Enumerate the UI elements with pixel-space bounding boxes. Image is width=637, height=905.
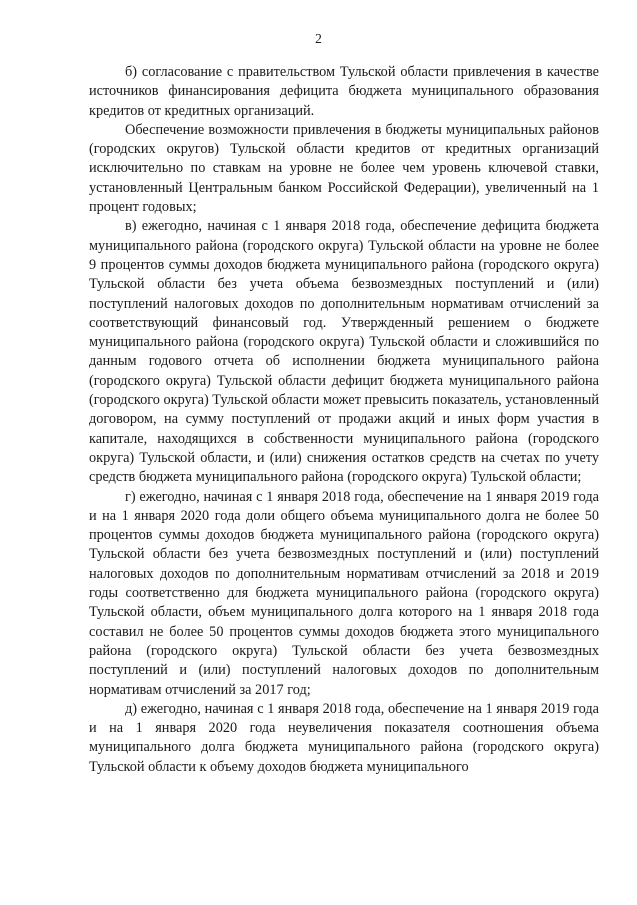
- page-number: 2: [315, 31, 322, 46]
- paragraph-v: в) ежегодно, начиная с 1 января 2018 года, обеспечение дефицита бюджета муниципального района (городского округа) Тульской области на уровне не более 9 процентов суммы доходов бюджета муниципального района (городского округа) Тульской области без учета объема безвозмездных поступлений и (или) поступлений налоговых доходов по дополнительным нормативам отчислений за соответствующий финансовый год. Утвержденный решением о бюджете муниципального района (городского округа) Тульской области и сложившийся по данным годового отчета об исполнении бюджета муниципального района (городского округа) Тульской области дефицит бюджета муниципального района (городского округа) Тульской области может превысить показатель, установленный договором, на сумму поступлений от продажи акций и иных форм участия в капитале, находящихся в собственности муниципального района (городского округа) Тульской области, и (или) снижения остатков средств на счетах по учету средств бюджета муниципального района (городского округа) Тульской области;: [89, 218, 599, 486]
- paragraph-g: г) ежегодно, начиная с 1 января 2018 года, обеспечение на 1 января 2019 года и на 1 января 2020 года доли общего объема муниципального долга не более 50 процентов суммы доходов бюджета муниципального района (городского округа) Тульской области без учета безвозмездных поступлений и (или) поступлений налоговых доходов по дополнительным нормативам отчислений за 2018 и 2019 годы соответственно для бюджета муниципального района (городского округа) Тульской области, объем муниципального долга которого на 1 января 2018 года составил не более 50 процентов суммы доходов бюджета этого муниципального района (городского округа) Тульской области без учета безвозмездных поступлений и (или) поступлений налоговых доходов по дополнительным нормативам отчислений за 2017 год;: [89, 488, 599, 698]
- paragraph-b: б) согласование с правительством Тульской области привлечения в качестве источников финансирования дефицита бюджета муниципального образования кредитов от кредитных организаций.: [89, 64, 599, 119]
- paragraph-d: д) ежегодно, начиная с 1 января 2018 года, обеспечение на 1 января 2019 года и на 1 января 2020 года неувеличения показателя соотношения объема муниципального долга бюджета муниципального района (городского округа) Тульской области к объему доходов бюджета муниципального: [89, 700, 599, 775]
- paragraph-key-rate: Обеспечение возможности привлечения в бюджеты муниципальных районов (городских округов) Тульской области кредитов от кредитных организаций исключительно по ставкам на уровне не более чем уровень ключевой ставки, установленный Центральным банком Российской Федерации), увеличенный на 1 процент годовых;: [89, 121, 599, 216]
- document-body: [89, 63, 599, 777]
